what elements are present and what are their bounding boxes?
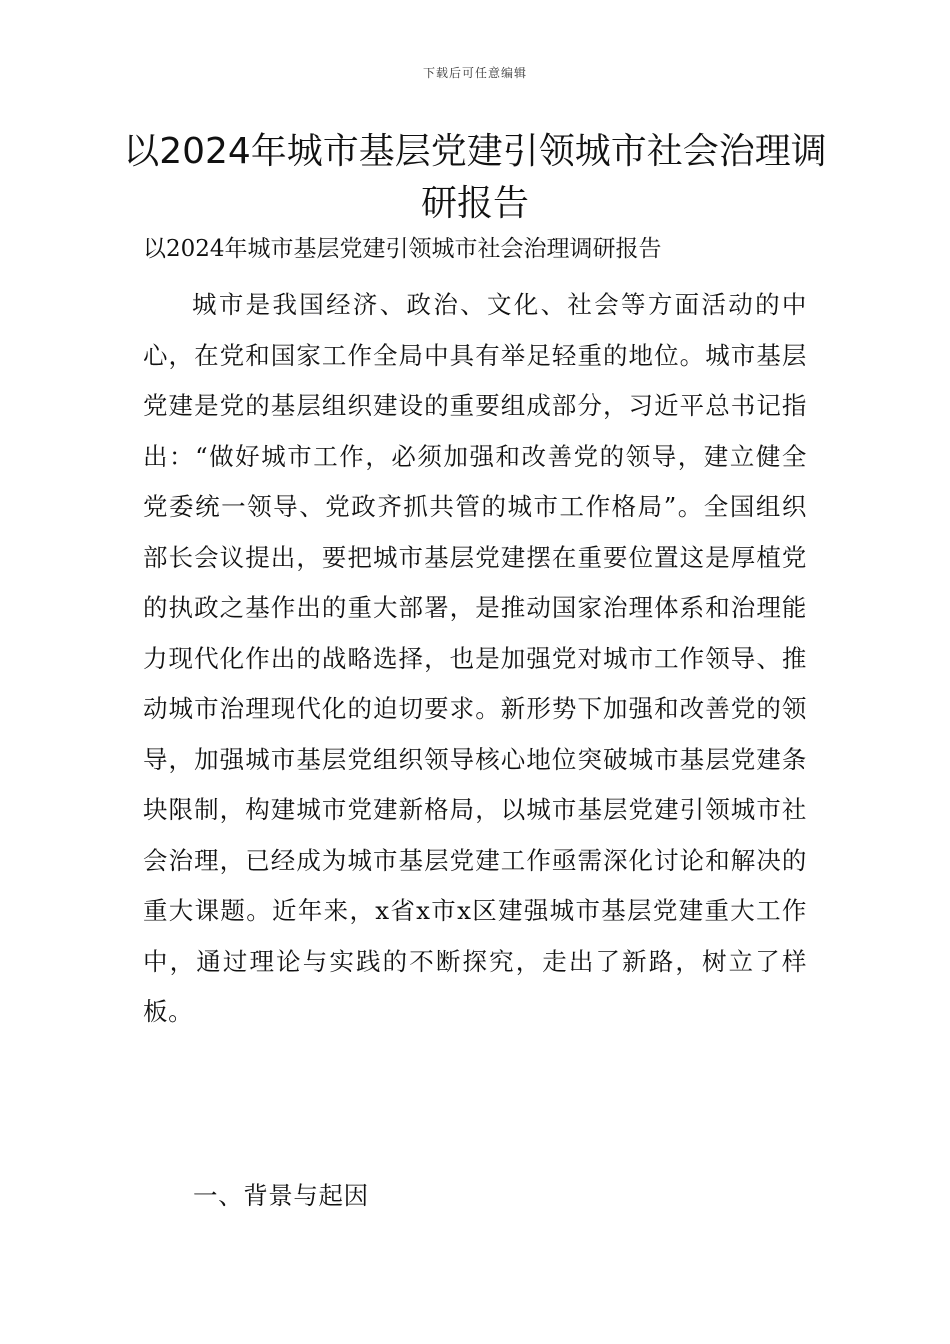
section-heading: 一、背景与起因	[193, 1181, 369, 1210]
header-note: 下载后可任意编辑	[422, 66, 527, 80]
document-title: 以2024年城市基层党建引领城市社会治理调研报告	[123, 131, 827, 224]
document-subtitle: 以2024年城市基层党建引领城市社会治理调研报告	[143, 236, 662, 262]
body-paragraph: 城市是我国经济、政治、文化、社会等方面活动的中心，在党和国家工作全局中具有举足轻重的地位。城市基层党建是党的基层组织建设的重要组成部分，习近平总书记指出：“做好城市工作，必须加强和改善党的领导，建立健全党委统一领导、党政齐抓共管的城市工作格局”。全国组织部长会议提出，要把城市基层党建摆在重要位置这是厚植党的执政之基作出的重大部署，是推动国家治理体系和治理能力现代化作出的战略选择，也是加强党对城市工作领导、推动城市治理现代化的迫切要求。新形势下加强和改善党的领导，加强城市基层党组织领导核心地位突破城市基层党建条块限制，构建城市党建新格局，以城市基层党建引领城市社会治理，已经成为城市基层党建工作亟需深化讨论和解决的重大课题。近年来，x省x市x区建强城市基层党建重大工作中，通过理论与实践的不断探究，走出了新路，树立了样板。	[143, 290, 807, 1026]
